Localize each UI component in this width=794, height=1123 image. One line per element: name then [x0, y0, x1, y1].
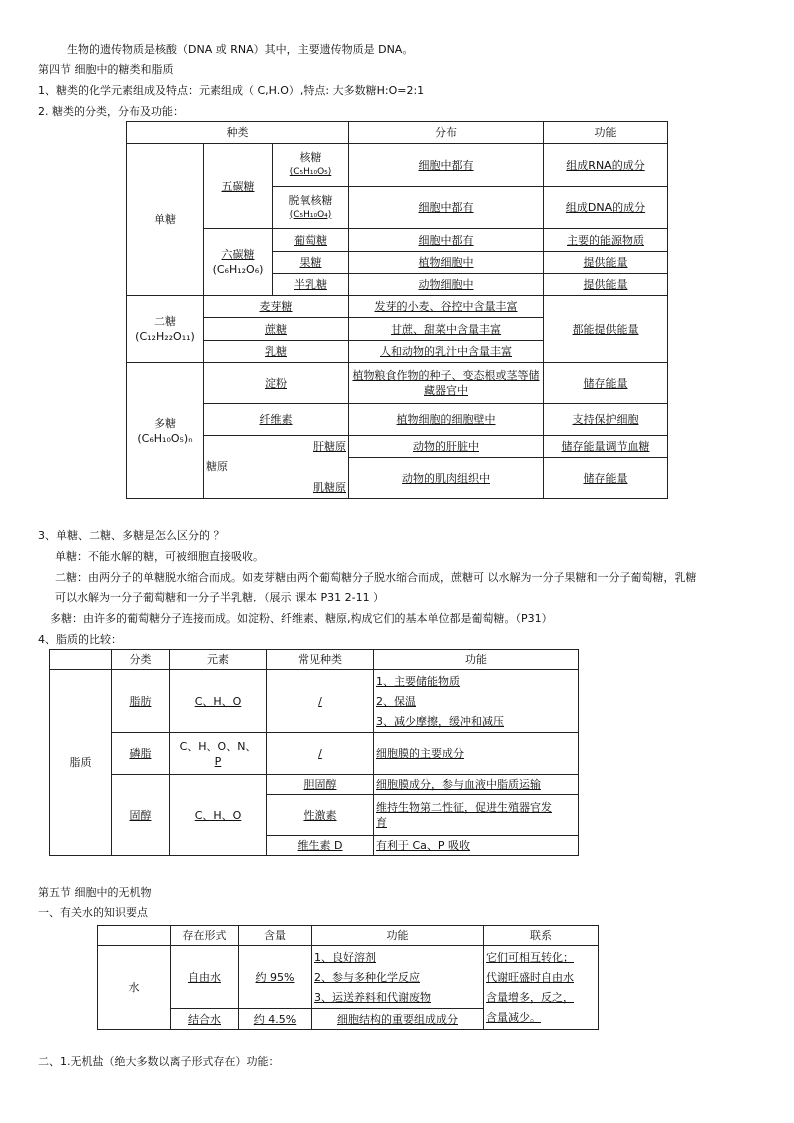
cellulose-distribution: 植物细胞的细胞壁中 — [349, 404, 544, 436]
sugar-classification-heading: 2. 糖类的分类，分布及功能： — [38, 105, 184, 118]
polysaccharide-formula: (C₆H₁₀O₅)ₙ — [137, 431, 193, 445]
section-4-title: 第四节 细胞中的糖类和脂质 — [38, 63, 174, 76]
muscle-glycogen-name: 肌糖原 — [313, 481, 346, 494]
lipid-group-label: 脂质 — [50, 670, 112, 856]
lipid-header-kind: 常见种类 — [267, 650, 374, 670]
starch-function: 储存能量 — [544, 363, 668, 404]
lipid-comparison-heading: 4、脂质的比较： — [38, 633, 122, 646]
sugar-distinction-heading: 3、单糖、二糖、多糖是怎么区分的 ？ — [38, 529, 225, 542]
ribose-function: 组成RNA的成分 — [544, 144, 668, 187]
starch-distribution: 植物粮食作物的种子、变态根或茎等储藏器官中 — [349, 363, 544, 404]
fructose-function: 提供能量 — [544, 252, 668, 274]
liver-glycogen-distribution: 动物的肝脏中 — [349, 436, 544, 458]
free-water-function-1: 1、良好溶剂 — [314, 950, 376, 964]
polysaccharide-label: 多糖 — [154, 416, 176, 430]
lipid-header-class: 分类 — [112, 650, 170, 670]
sterol-elements: C、H、O — [170, 775, 267, 856]
pentose-label: 五碳糖 — [204, 144, 273, 229]
water-label: 水 — [98, 946, 171, 1030]
water-relation-1: 它们可相互转化； — [486, 951, 574, 964]
hexose-label: 六碳糖 — [221, 248, 255, 261]
galactose-name: 半乳糖 — [273, 274, 349, 296]
fructose-distribution: 植物细胞中 — [349, 252, 544, 274]
water-heading: 一、有关水的知识要点 — [38, 906, 148, 919]
vitamin-d-function: 有利于 Ca、P 吸收 — [374, 836, 579, 856]
sugar-table — [126, 121, 668, 499]
fructose-name: 果糖 — [273, 252, 349, 274]
ribose-name: 核糖 — [299, 151, 322, 164]
water-header-function: 功能 — [312, 926, 484, 946]
lipid-header-function: 功能 — [374, 650, 579, 670]
phospholipid-function: 细胞膜的主要成分 — [374, 733, 579, 775]
water-table — [97, 925, 599, 1030]
header-type: 种类 — [127, 122, 349, 144]
deoxyribose-distribution: 细胞中都有 — [349, 187, 544, 229]
deoxyribose-formula: (C₅H₁₀O₄) — [289, 209, 332, 220]
sex-hormone-function-1: 维持生物第二性征，促进生殖器官发 — [376, 801, 552, 814]
bound-water-name: 结合水 — [171, 1009, 239, 1030]
ribose-formula: (C₅H₁₀O₅) — [289, 167, 332, 177]
glucose-function: 主要的能源物质 — [544, 229, 668, 252]
bound-water-function: 细胞结构的重要组成成分 — [312, 1009, 484, 1030]
polysaccharide-definition: 多糖：由许多的葡萄糖分子连接而成。如淀粉、纤维素、糖原,构成它们的基本单位都是葡萄糖。（P31） — [50, 612, 553, 625]
bound-water-content: 约 4.5% — [239, 1009, 312, 1030]
muscle-glycogen-function: 储存能量 — [544, 458, 668, 499]
fat-function-1: 1、主要储能物质 — [376, 674, 460, 688]
free-water-content: 约 95% — [239, 946, 312, 1009]
free-water-function-2: 2、参与多种化学反应 — [314, 970, 420, 984]
maltose-name: 麦芽糖 — [204, 296, 349, 318]
water-relation-2: 代谢旺盛时自由水 — [486, 971, 574, 984]
fat-elements: C、H、O — [170, 670, 267, 733]
lactose-distribution: 人和动物的乳汁中含量丰富 — [349, 341, 544, 363]
disaccharide-label: 二糖 — [154, 315, 176, 328]
galactose-function: 提供能量 — [544, 274, 668, 296]
water-header-content: 含量 — [239, 926, 312, 946]
free-water-name: 自由水 — [171, 946, 239, 1009]
hexose-formula: (C₆H₁₂O₆) — [212, 263, 264, 276]
glycogen-label: 糖原 — [206, 460, 228, 473]
lactose-name: 乳糖 — [204, 341, 349, 363]
monosaccharide-label: 单糖 — [127, 144, 204, 296]
sucrose-distribution: 甘蔗、甜菜中含量丰富 — [349, 318, 544, 341]
cholesterol-name: 胆固醇 — [267, 775, 374, 795]
deoxyribose-name: 脱氧核糖 — [288, 193, 333, 207]
disaccharide-definition-1: 二糖：由两分子的单糖脱水缩合而成。如麦芽糖由两个葡萄糖分子脱水缩合而成，蔗糖可 以水解为一分子果糖和一分子葡萄糖，乳糖 — [55, 571, 697, 584]
sterol-name: 固醇 — [112, 775, 170, 856]
phospholipid-name: 磷脂 — [112, 733, 170, 775]
phospholipid-elements-2: P — [214, 754, 222, 768]
sugar-composition-line: 1、糖类的化学元素组成及特点：元素组成（ C,H.O）,特点: 大多数糖H:O=2:1 — [38, 84, 425, 97]
phospholipid-kind: / — [267, 733, 374, 775]
monosaccharide-definition: 单糖：不能水解的糖，可被细胞直接吸收。 — [55, 550, 264, 563]
disaccharide-formula: (C₁₂H₂₂O₁₁) — [135, 330, 195, 343]
glucose-distribution: 细胞中都有 — [349, 229, 544, 252]
water-relation-4: 含量减少。 — [486, 1011, 541, 1024]
disaccharide-definition-2: 可以水解为一分子葡萄糖和一分子半乳糖．（展示 课本 P31 2-11 ） — [55, 591, 385, 604]
section-5-title: 第五节 细胞中的无机物 — [38, 886, 152, 899]
glucose-name: 葡萄糖 — [273, 229, 349, 252]
intro-line: 生物的遗传物质是核酸（DNA 或 RNA）其中，主要遗传物质是 DNA。 — [67, 43, 414, 56]
liver-glycogen-function: 储存能量调节血糖 — [544, 436, 668, 458]
header-function: 功能 — [544, 122, 668, 144]
inorganic-salt-heading: 二、1.无机盐（绝大多数以离子形式存在）功能： — [38, 1055, 280, 1068]
disaccharide-function: 都能提供能量 — [544, 296, 668, 363]
cholesterol-function: 细胞膜成分，参与血液中脂质运输 — [374, 775, 579, 795]
galactose-distribution: 动物细胞中 — [349, 274, 544, 296]
sucrose-name: 蔗糖 — [204, 318, 349, 341]
water-relation-3: 含量增多，反之， — [486, 991, 574, 1004]
ribose-distribution: 细胞中都有 — [349, 144, 544, 187]
muscle-glycogen-distribution: 动物的肌肉组织中 — [349, 458, 544, 499]
water-header-relation: 联系 — [484, 926, 599, 946]
fat-kind: / — [267, 670, 374, 733]
sex-hormone-name: 性激素 — [267, 795, 374, 836]
water-header-form: 存在形式 — [171, 926, 239, 946]
phospholipid-elements-1: C、H、O、N、 — [179, 739, 257, 753]
lipid-table — [49, 649, 579, 856]
lipid-header-element: 元素 — [170, 650, 267, 670]
fat-function-3: 3、减少摩擦，缓冲和减压 — [376, 714, 504, 728]
liver-glycogen-name: 肝糖原 — [313, 440, 346, 453]
sex-hormone-function-2: 育 — [376, 816, 387, 829]
free-water-function-3: 3、运送养料和代谢废物 — [314, 990, 431, 1004]
maltose-distribution: 发芽的小麦、谷控中含量丰富 — [349, 296, 544, 318]
fat-name: 脂肪 — [112, 670, 170, 733]
vitamin-d-name: 维生素 D — [267, 836, 374, 856]
deoxyribose-function: 组成DNA的成分 — [544, 187, 668, 229]
fat-function-2: 2、保温 — [376, 694, 416, 708]
cellulose-function: 支持保护细胞 — [544, 404, 668, 436]
cellulose-name: 纤维素 — [204, 404, 349, 436]
starch-name: 淀粉 — [204, 363, 349, 404]
header-distribution: 分布 — [349, 122, 544, 144]
